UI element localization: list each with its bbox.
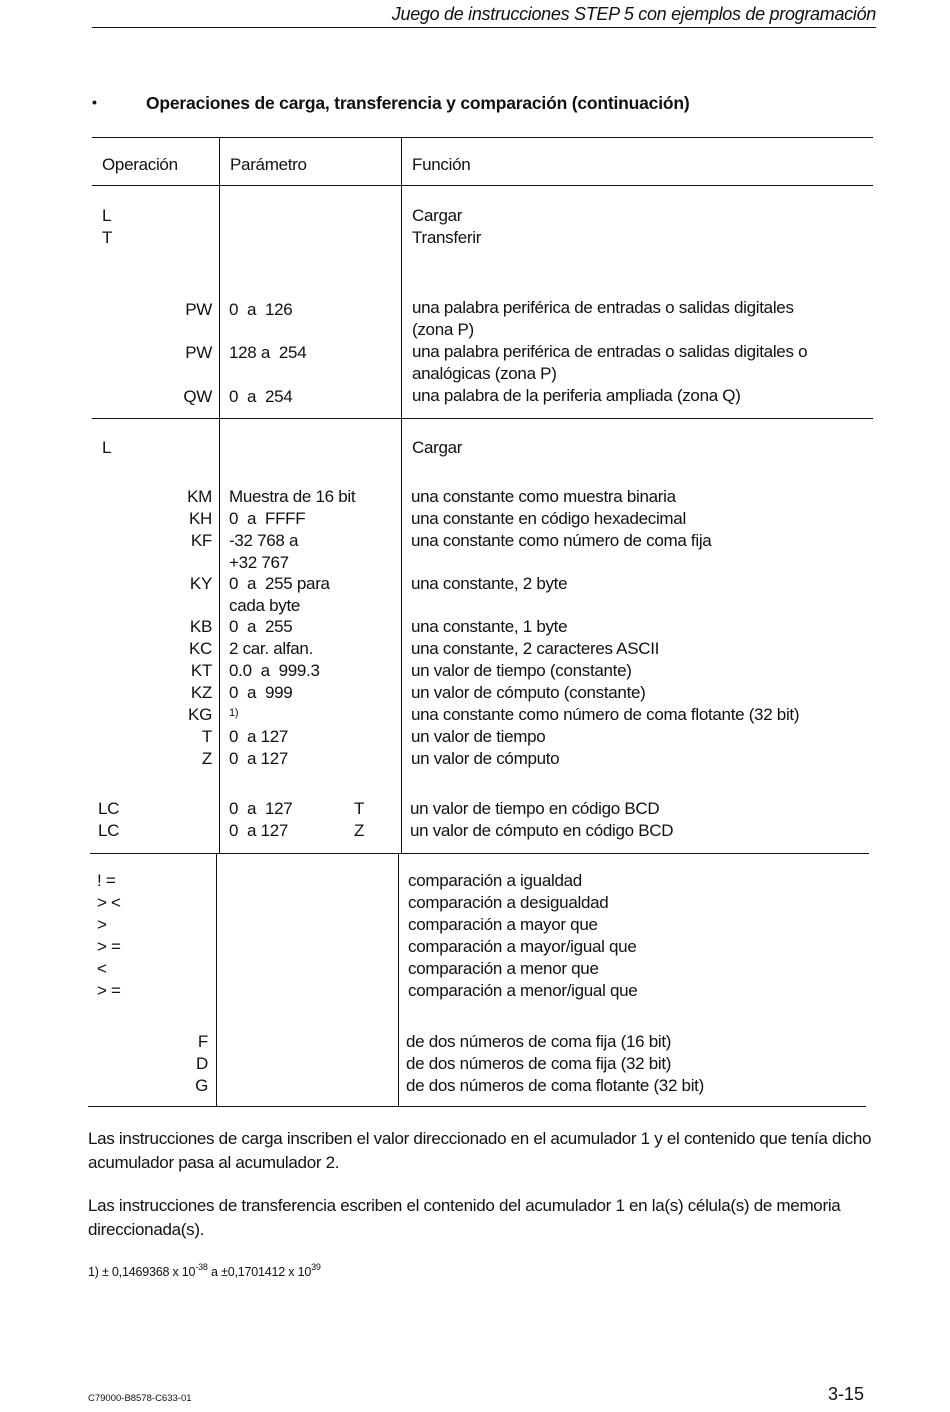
block2-bottom-rule (90, 853, 869, 854)
col-divider-1-lower (216, 853, 217, 1106)
param-kc: 2 car. alfan. (229, 639, 313, 658)
param-lc-count-suffix: Z (354, 821, 365, 840)
func-cmp-gt: comparación a mayor que (408, 915, 598, 934)
param-kg-footnote-ref: 1) (229, 707, 239, 719)
paragraph-transfer: Las instrucciones de transferencia escriben el contenido del acumulador 1 en la(s) célula(s) de memoria direccionada(s). (88, 1196, 841, 1239)
func-cmp-ne: comparación a desigualdad (408, 893, 609, 912)
param-pw-range: 0 a 126 (229, 300, 293, 319)
param-kb: 0 a 255 (229, 617, 293, 636)
op-cmp-gt: > (97, 915, 107, 934)
func-pw-analog-line1: una palabra periférica de entradas o salidas digitales o (412, 342, 808, 361)
paragraph-load: Las instrucciones de carga inscriben el valor direccionado en el acumulador 1 y el contenido que tenía dicho acumulador pasa al acumulador 2. (88, 1129, 872, 1172)
footnote (88, 1262, 321, 1279)
header-bottom-rule (92, 185, 873, 186)
operand-d: D (196, 1054, 208, 1073)
operand-kt: KT (190, 661, 212, 680)
footnote-exp2: 39 (311, 1262, 321, 1272)
func-type-g: de dos números de coma flotante (32 bit) (406, 1076, 704, 1095)
operand-kz: KZ (190, 683, 212, 702)
col-divider-2 (401, 137, 402, 853)
operand-kc: KC (188, 639, 212, 658)
param-kz: 0 a 999 (229, 683, 293, 702)
op-cmp-ne: > < (97, 893, 121, 912)
func-kg: una constante como número de coma flotante (32 bit) (411, 705, 800, 724)
func-kb: una constante, 1 byte (411, 617, 568, 636)
func-transfer: Transferir (412, 228, 482, 247)
param-kh: 0 a FFFF (229, 509, 306, 528)
param-lc-time: 0 a 127 (229, 799, 293, 818)
operand-t: T (201, 727, 212, 746)
func-kc: una constante, 2 caracteres ASCII (411, 639, 660, 658)
func-ky: una constante, 2 byte (411, 574, 568, 593)
func-kt: un valor de tiempo (constante) (411, 661, 632, 680)
section-title-text: Operaciones de carga, transferencia y comparación (continuación) (146, 93, 690, 113)
col-divider-2-lower (398, 853, 399, 1106)
operand-f: F (197, 1032, 208, 1051)
operand-pw-analog: PW (185, 343, 212, 362)
func-cmp-eq: comparación a igualdad (408, 871, 582, 890)
operand-kb: KB (189, 617, 212, 636)
op-lc-time: LC (98, 799, 120, 818)
func-type-d: de dos números de coma fija (32 bit) (406, 1054, 672, 1073)
bullet-icon: • (92, 94, 97, 110)
op-transfer: T (102, 228, 113, 247)
operand-kg: KG (188, 705, 212, 724)
param-lc-time-suffix: T (354, 799, 365, 818)
col-header-operation: Operación (102, 155, 178, 174)
col-divider-1 (219, 137, 220, 853)
document-code: C79000-B8578-C633-01 (88, 1393, 192, 1404)
func-pw-analog-line2: analógicas (zona P) (412, 364, 557, 383)
param-pw-analog-range: 128 a 254 (229, 343, 307, 362)
operand-z: Z (201, 749, 212, 768)
operand-kf: KF (190, 531, 212, 550)
op-load: L (102, 206, 112, 225)
func-t: un valor de tiempo (411, 727, 546, 746)
param-km: Muestra de 16 bit (229, 487, 356, 506)
func-kf: una constante como número de coma fija (411, 531, 712, 550)
func-pw-line2: (zona P) (412, 320, 474, 339)
col-header-parameter: Parámetro (230, 155, 307, 174)
running-header: Juego de instrucciones STEP 5 con ejemplos de programación (391, 4, 876, 24)
func-load: Cargar (412, 206, 463, 225)
op-cmp-le: > = (97, 981, 121, 1000)
operand-g: G (195, 1076, 208, 1095)
block1-bottom-rule (92, 418, 873, 419)
operand-qw: QW (183, 387, 212, 406)
footnote-exp1: -38 (195, 1262, 208, 1272)
func-type-f: de dos números de coma fija (16 bit) (406, 1032, 672, 1051)
func-kh: una constante en código hexadecimal (411, 509, 686, 528)
table-top-rule (92, 137, 873, 138)
param-ky-line2: cada byte (229, 596, 301, 615)
param-z: 0 a 127 (229, 749, 289, 768)
op-lc-count: LC (98, 821, 120, 840)
op-cmp-eq: ! = (97, 871, 116, 890)
func-lc-time: un valor de tiempo en código BCD (410, 799, 660, 818)
footnote-middle: a ±0,1701412 x 10 (207, 1265, 312, 1279)
func-pw-line1: una palabra periférica de entradas o salidas digitales (412, 298, 794, 317)
func-z: un valor de cómputo (411, 749, 560, 768)
table-bottom-rule (88, 1106, 866, 1107)
param-lc-count: 0 a 127 (229, 821, 289, 840)
page-number: 3-15 (827, 1384, 864, 1404)
operand-kh: KH (188, 509, 212, 528)
param-kf-line2: +32 767 (229, 553, 289, 572)
param-kt: 0.0 a 999.3 (229, 661, 320, 680)
op-load-constants: L (102, 438, 112, 457)
func-km: una constante como muestra binaria (411, 487, 676, 506)
footnote-prefix: 1) ± 0,1469368 x 10 (88, 1265, 196, 1279)
param-kf-line1: -32 768 a (229, 531, 299, 550)
op-cmp-lt: < (97, 959, 107, 978)
operand-pw: PW (185, 300, 212, 319)
func-cmp-lt: comparación a menor que (408, 959, 599, 978)
func-cmp-le: comparación a menor/igual que (408, 981, 638, 1000)
operand-km: KM (187, 487, 212, 506)
operand-ky: KY (189, 574, 212, 593)
func-kz: un valor de cómputo (constante) (411, 683, 646, 702)
col-header-function: Función (412, 155, 471, 174)
func-lc-count: un valor de cómputo en código BCD (410, 821, 674, 840)
param-t: 0 a 127 (229, 727, 289, 746)
func-cmp-ge: comparación a mayor/igual que (408, 937, 637, 956)
func-qw: una palabra de la periferia ampliada (zona Q) (412, 386, 741, 405)
param-qw-range: 0 a 254 (229, 387, 293, 406)
op-cmp-ge: > = (97, 937, 121, 956)
param-ky-line1: 0 a 255 para (229, 574, 330, 593)
func-load-constants: Cargar (412, 438, 463, 457)
